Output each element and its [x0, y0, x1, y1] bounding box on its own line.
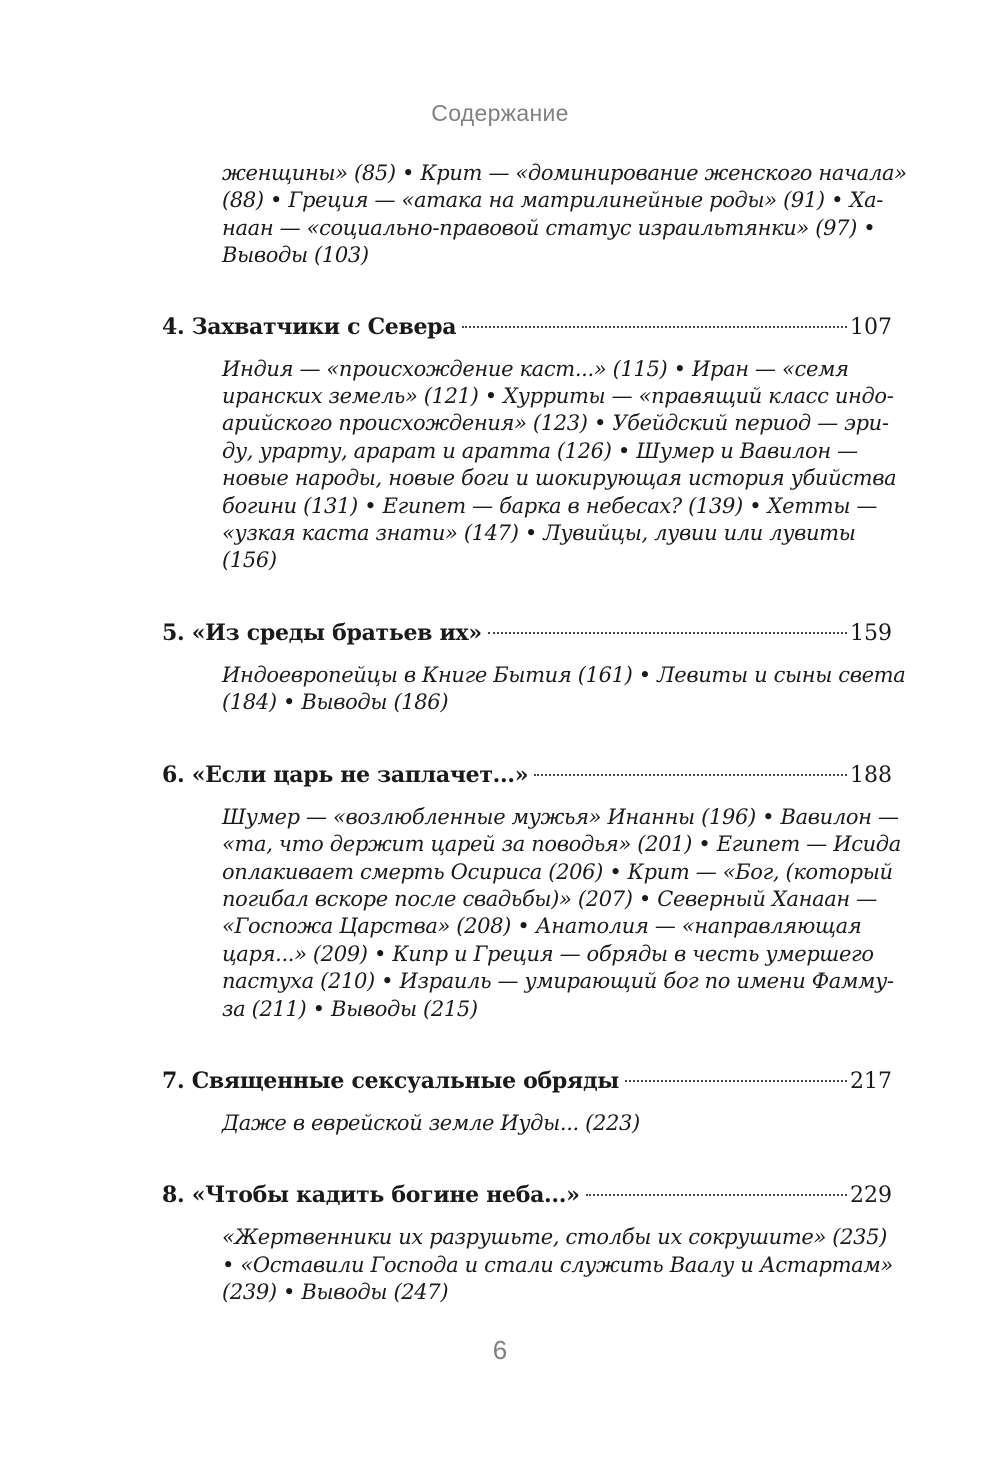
chapter-page-number: 159 — [850, 620, 892, 646]
description-line: (156) — [222, 548, 277, 573]
chapter-description — [222, 1110, 854, 1137]
description-line: «Жертвенники их разрушьте, столбы их сокрушите» (235) — [222, 1225, 888, 1250]
chapter-title: 6. «Если царь не заплачет...» — [162, 761, 529, 788]
dot-leader — [625, 1080, 847, 1082]
description-line: наан — «социально-правовой статус израильтянки» (97) • — [222, 215, 876, 240]
description-line: (184) • Выводы (186) — [222, 690, 449, 715]
description-line: Индия — «происхождение каст...» (115) • Иран — «семя — [222, 356, 849, 381]
description-line: (239) • Выводы (247) — [222, 1280, 449, 1305]
description-line: новые народы, новые боги и шокирующая история убийства — [222, 466, 897, 491]
chapter-heading — [162, 760, 892, 790]
description-line: Даже в еврейской земле Иуды... (223) — [222, 1110, 640, 1135]
description-line: Выводы (103) — [222, 243, 369, 268]
description-line: погибал вскоре после свадьбы)» (207) • Северный Ханаан — — [222, 886, 877, 911]
description-line: арийского происхождения» (123) • Убейдский период — эри- — [222, 411, 889, 436]
continuation-description — [222, 160, 907, 270]
description-line: оплакивает смерть Осириса (206) • Крит — «Бог, (который — [222, 859, 893, 884]
running-head: Содержание — [431, 100, 569, 126]
description-line: • «Оставили Господа и стали служить Ваалу и Астартам» — [222, 1252, 893, 1277]
chapter-heading — [162, 1180, 892, 1210]
description-line: за (211) • Выводы (215) — [222, 996, 478, 1021]
chapter-title: 7. Священные сексуальные обряды — [162, 1067, 620, 1094]
chapter-title: 8. «Чтобы кадить богине неба...» — [162, 1182, 580, 1209]
chapter-page-number: 107 — [850, 314, 892, 340]
toc-entry-chapter-8 — [162, 1180, 892, 1306]
chapter-title: 4. Захватчики с Севера — [162, 313, 457, 340]
chapter-heading — [162, 312, 892, 342]
toc-entry-chapter-5 — [162, 618, 906, 717]
description-line: Индоевропейцы в Книге Бытия (161) • Левиты и сыны света — [222, 662, 906, 687]
chapter-page-number: 229 — [850, 1183, 892, 1209]
description-line: пастуха (210) • Израиль — умирающий бог по имени Фамму- — [222, 969, 894, 994]
table-of-contents — [162, 160, 907, 1307]
chapter-heading — [162, 1066, 892, 1096]
dot-leader — [534, 774, 847, 776]
description-line: иранских земель» (121) • Хурриты — «правящий класс индо- — [222, 384, 894, 409]
description-line: Шумер — «возлюбленные мужья» Инанны (196) • Вавилон — — [222, 804, 899, 829]
chapter-description — [222, 356, 897, 575]
description-line: женщины» (85) • Крит — «доминирование женского начала» — [222, 161, 907, 185]
description-line: ду, урарту, арарат и аратта (126) • Шумер и Вавилон — — [222, 438, 858, 463]
chapter-heading — [162, 618, 892, 648]
description-line: богини (131) • Египет — барка в небесах? (139) • Хетты — — [222, 493, 878, 518]
description-line: «узкая каста знати» (147) • Лувийцы, лувии или лувиты — [222, 521, 856, 546]
chapter-description — [222, 662, 906, 717]
toc-entry-chapter-7 — [162, 1066, 892, 1137]
description-line: «та, что держит царей за поводья» (201) • Египет — Исида — [222, 832, 901, 857]
description-line: царя...» (209) • Кипр и Греция — обряды в честь умершего — [222, 941, 874, 966]
chapter-page-number: 217 — [850, 1068, 892, 1094]
page-number: 6 — [492, 1335, 508, 1365]
dot-leader — [488, 632, 847, 634]
chapter-page-number: 188 — [850, 762, 892, 788]
dot-leader — [462, 326, 847, 328]
dot-leader — [586, 1194, 847, 1196]
chapter-description — [222, 1224, 893, 1306]
description-line: «Госпожа Царства» (208) • Анатолия — «направляющая — [222, 914, 862, 939]
chapter-description — [222, 804, 901, 1023]
chapter-title: 5. «Из среды братьев их» — [162, 619, 482, 646]
description-line: (88) • Греция — «атака на матрилинейные роды» (91) • Ха- — [222, 188, 883, 213]
toc-entry-chapter-4 — [162, 312, 897, 575]
toc-entry-chapter-6 — [162, 760, 901, 1023]
